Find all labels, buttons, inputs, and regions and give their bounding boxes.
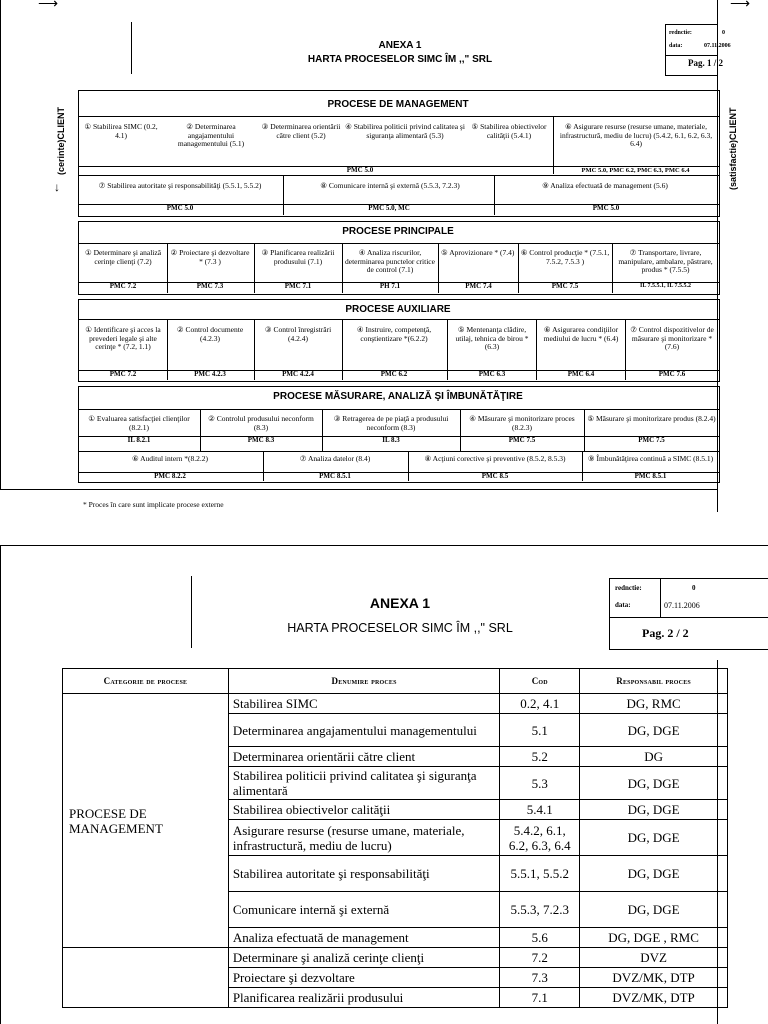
table-row: Planificarea realizării produsului 7.1 DVZ/MK, DTP xyxy=(63,988,728,1008)
page-number-2: Pag. 2 / 2 xyxy=(642,626,689,640)
principal-item-1: ① Determinare şi analiză cerinţe clienţi (7.2) xyxy=(84,248,162,266)
arrow-right-icon: ⟶ xyxy=(38,0,59,12)
principal-item-5: ⑤ Aprovizionare * (7.4) xyxy=(441,248,515,257)
mgmt-item-6: ⑥ Asigurare resurse (resurse umane, materiale, infrastructură, mediu de lucru) (5.4.2, 6.1, 6.2, 6.3, 6.4) xyxy=(559,122,713,148)
mgmt-item-5: ⑤ Stabilirea obiectivelor calităţii (5.4.1) xyxy=(471,122,547,140)
principale-title: PROCESE PRINCIPALE xyxy=(342,226,454,237)
management-title: PROCESE DE MANAGEMENT xyxy=(327,99,469,110)
measure-item-7: ⑦ Analiza datelor (8.4) xyxy=(299,454,371,463)
client-requirements-label: (cerinte)CLIENT xyxy=(56,106,66,175)
mgmt-item-2: ② Determinarea angajamentului managementului (5.1) xyxy=(177,122,245,148)
table-row: Stabilirea politicii privind calitatea şi siguranţa alimentară 5.3 DG, DGE xyxy=(63,767,728,800)
aux-item-2: ② Control documente (4.2.3) xyxy=(176,325,244,343)
frame-bottom xyxy=(0,489,718,490)
principal-item-3: ③ Planificarea realizării produsului (7.1) xyxy=(261,248,335,266)
meta-box-2: rednctie: 0 data: 07.11.2006 Pag. 2 / 2 xyxy=(609,578,768,650)
table-row: Analiza efectuată de management 5.6 DG, DGE , RMC xyxy=(63,928,728,948)
aux-item-1: ① Identificare şi acces la prevederi legale şi alte cerinţe * (7.2, 1.1) xyxy=(85,325,161,351)
auxiliare-title: PROCESE AUXILIARE xyxy=(345,304,451,315)
principal-item-7: ⑦ Transportare, livrare, manipulare, ambalare, păstrare, produs * (7.5.5) xyxy=(618,248,713,274)
frame-left xyxy=(0,0,1,490)
category-management: PROCESE DE MANAGEMENT xyxy=(63,694,229,948)
measure-item-6: ⑥ Auditul intern *(8.2.2) xyxy=(131,454,209,463)
measure-item-2: ② Controlul produsului neconform (8.3) xyxy=(208,414,314,432)
map-subtitle: HARTA PROCESELOR SIMC ÎM ,," SRL xyxy=(307,54,493,65)
mgmt-item-3: ③ Determinarea orientării către client (5.2) xyxy=(261,122,341,140)
aux-item-5: ⑤ Mentenanţa clădire, utilaj, tehnica de birou * (6.3) xyxy=(455,325,529,351)
table-row: PROCESE DE MANAGEMENT Stabilirea SIMC 0.2, 4.1 DG, RMC xyxy=(63,694,728,714)
measure-item-3: ③ Retragerea de pe piaţă a produsului neconform (8.3) xyxy=(333,414,449,432)
category-principale xyxy=(63,948,229,1008)
measure-item-4: ④ Măsurare şi monitorizare proces (8.2.3) xyxy=(469,414,575,432)
table-row: Determinarea orientării către client 5.2 DG xyxy=(63,747,728,767)
mgmt-item-1: ① Stabilirea SIMC (0.2, 4.1) xyxy=(84,122,158,140)
arrow-right-icon: ⟶ xyxy=(730,0,751,12)
table-row: Asigurare resurse (resurse umane, materiale, infrastructură, mediu de lucru) 5.4.2, 6.1, 6.2, 6.3, 6.4 DG, DGE xyxy=(63,820,728,856)
scan-line xyxy=(717,660,718,1024)
mgmt-item-8: ⑧ Comunicare internă şi externă (5.5.3, 7.2.3) xyxy=(320,181,460,190)
mgmt-pmc-1: PMC 5.0 xyxy=(346,166,374,174)
aux-item-7: ⑦ Control dispozitivelor de măsurare şi monitorizare * (7.6) xyxy=(630,325,714,351)
principal-item-4: ④ Analiza riscurilor, determinarea punctelor critice de control (7.1) xyxy=(345,248,435,274)
arrow-down-icon: ↓ xyxy=(54,180,60,194)
aux-item-4: ④ Instruire, competenţă, conştientizare *(6.2.2) xyxy=(356,325,432,343)
table-row: Comunicare internă şi externă 5.5.3, 7.2.3 DG, DGE xyxy=(63,892,728,928)
table-row: Determinarea angajamentului managementului 5.1 DG, DGE xyxy=(63,714,728,747)
aux-item-6: ⑥ Asigurarea condiţiilor mediului de lucru * (6.4) xyxy=(543,325,619,343)
process-table xyxy=(62,668,728,1008)
page-number: Pag. 1 / 2 xyxy=(688,58,723,68)
mgmt-item-9: ⑨ Analiza efectuată de management (5.6) xyxy=(542,181,668,190)
annex-title: ANEXA 1 xyxy=(378,40,422,51)
mgmt-item-7: ⑦ Stabilirea autoritate şi responsabilităţi (5.5.1, 5.5.2) xyxy=(98,181,262,190)
measure-item-9: ⑨ Îmbunătăţirea continuă a SIMC (8.5.1) xyxy=(587,454,714,463)
masurare-title: PROCESE MĂSURARE, ANALIZĂ ŞI ÎMBUNĂTĂŢIRE xyxy=(273,391,523,402)
table-row: Proiectare şi dezvoltare 7.3 DVZ/MK, DTP xyxy=(63,968,728,988)
annex-title-2: ANEXA 1 xyxy=(369,595,431,611)
table-row: Stabilirea obiectivelor calităţii 5.4.1 DG, DGE xyxy=(63,800,728,820)
table-header: Categorie de procese Denumire proces Cod Responsabil proces xyxy=(63,669,728,694)
principal-item-6: ⑥ Control producţie * (7.5.1, 7.5.2, 7.5.3 ) xyxy=(520,248,610,266)
aux-item-3: ③ Control înregistrări (4.2.4) xyxy=(264,325,332,343)
measure-item-8: ⑧ Acţiuni corective şi preventive (8.5.2, 8.5.3) xyxy=(424,454,566,463)
principal-item-2: ② Proiectare şi dezvoltare * (7.3 ) xyxy=(170,248,250,266)
client-satisfaction-label: (satisfactie)CLIENT xyxy=(728,107,738,190)
mgmt-item-4: ④ Stabilirea politicii privind calitatea şi siguranţa alimentară (5.3) xyxy=(345,122,465,140)
table-row: Stabilirea autoritate şi responsabilităţi 5.5.1, 5.5.2 DG, DGE xyxy=(63,856,728,892)
measure-item-5: ⑤ Măsurare şi monitorizare produs (8.2.4) xyxy=(587,414,716,423)
measure-item-1: ① Evaluarea satisfacţiei clienţilor (8.2.1) xyxy=(88,414,190,432)
map-subtitle-2: HARTA PROCESELOR SIMC ÎM ,," SRL xyxy=(287,621,513,635)
meta-box: rednctie: 0 data: 07.11.2006 Pag. 1 / 2 xyxy=(665,24,718,76)
footnote: * Proces în care sunt implicate procese externe xyxy=(83,500,224,509)
mgmt-pmc-2: PMC 5.0, PMC 6.2, PMC 6.3, PMC 6.4 xyxy=(581,167,690,174)
table-row: Determinare şi analiză cerinţe clienţi 7.2 DVZ xyxy=(63,948,728,968)
